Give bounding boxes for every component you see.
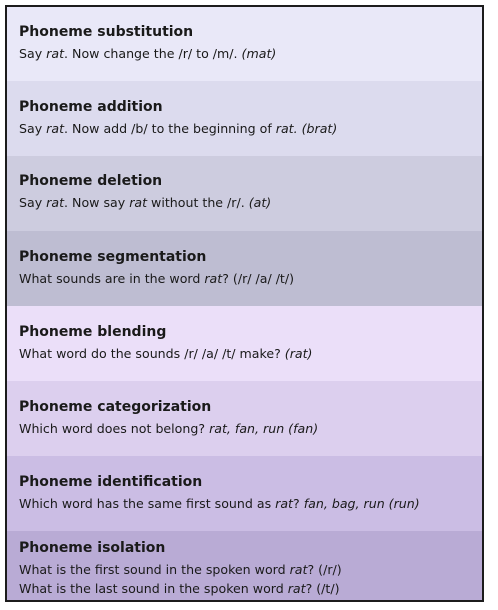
- description-text: . Now change the /r/ to /m/.: [64, 46, 242, 61]
- example-italic-text: (rat): [284, 346, 313, 361]
- description-text: What is the first sound in the spoken word: [19, 562, 290, 577]
- example-italic-text: (at): [248, 195, 272, 210]
- description-text: Which word does not belong?: [19, 421, 210, 436]
- task-description: [19, 194, 478, 212]
- task-description: [19, 580, 478, 598]
- task-title: Phoneme segmentation: [19, 249, 207, 265]
- description-text: Say: [19, 195, 47, 210]
- phoneme-tasks-table: [5, 5, 484, 602]
- description-text: ? (/t/): [305, 581, 340, 596]
- task-title: Phoneme substitution: [19, 24, 194, 40]
- example-italic-text: rat: [275, 496, 293, 511]
- description-text: Which word has the same first sound as: [19, 496, 276, 511]
- description-text: Say: [19, 46, 47, 61]
- example-italic-text: rat: [46, 195, 65, 210]
- task-row: [7, 156, 482, 231]
- task-description: [19, 345, 478, 363]
- description-text: ? (/r/): [307, 562, 342, 577]
- example-italic-text: rat: [289, 562, 308, 577]
- task-title: Phoneme deletion: [19, 173, 163, 189]
- task-row: [7, 306, 482, 381]
- task-row: [7, 381, 482, 456]
- task-row: [7, 7, 482, 81]
- description-text: ?: [293, 496, 304, 511]
- task-description: [19, 45, 478, 63]
- example-italic-text: rat: [129, 195, 148, 210]
- task-title: Phoneme categorization: [19, 399, 212, 415]
- task-title: Phoneme blending: [19, 324, 167, 340]
- example-italic-text: rat: [287, 581, 306, 596]
- example-italic-text: rat: [46, 46, 65, 61]
- task-description: [19, 120, 478, 138]
- description-text: What word do the sounds /r/ /a/ /t/ make?: [19, 346, 285, 361]
- description-text: What sounds are in the word: [19, 271, 205, 286]
- description-text: What is the last sound in the spoken word: [19, 581, 288, 596]
- task-description: [19, 495, 478, 513]
- example-italic-text: fan, bag, run (run): [303, 496, 420, 511]
- task-title: Phoneme identification: [19, 474, 203, 490]
- task-row: [7, 456, 482, 531]
- example-italic-text: rat: [204, 271, 223, 286]
- task-row: [7, 81, 482, 156]
- task-row: [7, 231, 482, 306]
- task-description: [19, 561, 478, 579]
- example-italic-text: (mat): [241, 46, 277, 61]
- task-row: [7, 531, 482, 600]
- example-italic-text: rat, fan, run (fan): [209, 421, 319, 436]
- example-italic-text: rat. (brat): [275, 121, 338, 136]
- description-text: ? (/r/ /a/ /t/): [222, 271, 295, 286]
- task-title: Phoneme addition: [19, 99, 163, 115]
- description-text: Say: [19, 121, 47, 136]
- description-text: . Now add /b/ to the beginning of: [64, 121, 276, 136]
- task-title: Phoneme isolation: [19, 540, 166, 556]
- task-description: [19, 420, 478, 438]
- example-italic-text: rat: [46, 121, 65, 136]
- description-text: without the /r/.: [147, 195, 249, 210]
- task-description: [19, 270, 478, 288]
- description-text: . Now say: [64, 195, 130, 210]
